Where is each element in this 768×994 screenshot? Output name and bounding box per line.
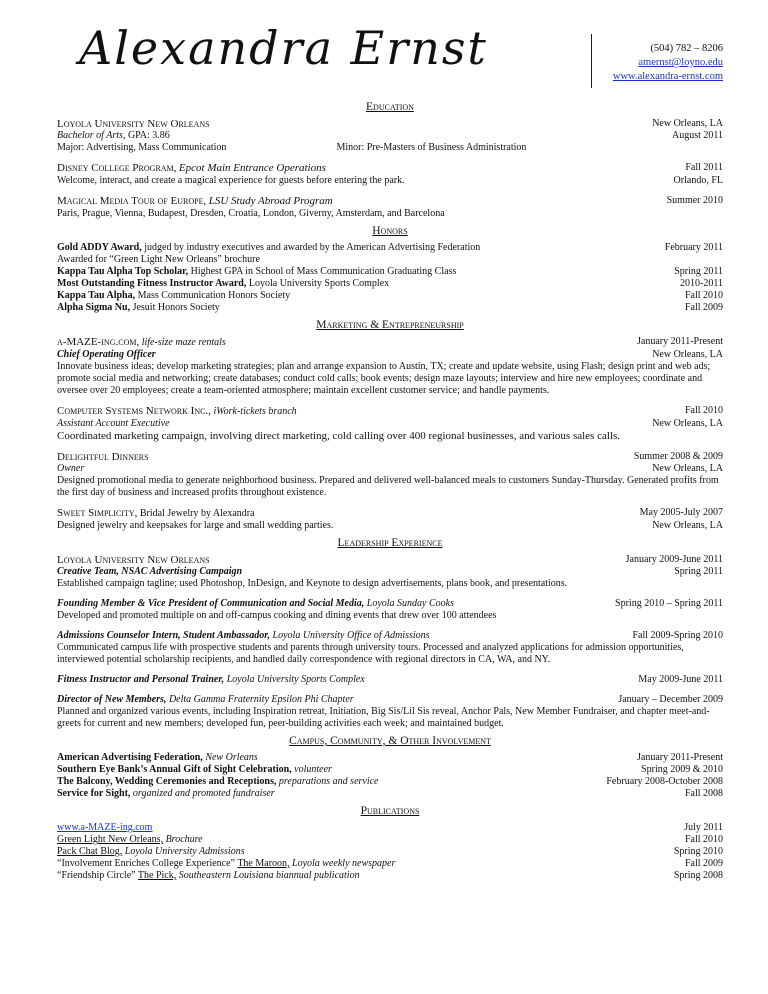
list-item: “Friendship Circle” The Pick, Southeastern Louisiana biannual publication Spring 2008 [57,870,723,881]
list-item: Service for Sight, organized and promoted fundraiser Fall 2008 [57,788,723,799]
list-item: American Advertising Federation, New Orleans January 2011-Present [57,752,723,763]
resume-page [57,0,723,882]
phone-number: (504) 782 – 8206 [650,43,723,54]
applicant-name: Alexandra Ernst [79,21,488,75]
degree: Bachelor of Arts [57,130,123,141]
education-europe [57,195,723,220]
program-date: Fall 2011 [685,162,723,173]
lead-fitness: Fitness Instructor and Personal Trainer, Loyola University Sports Complex May 2009-June 2011 [57,674,723,685]
list-item: “Involvement Enriches College Experience” The Maroon, Loyola weekly newspaper Fall 2009 [57,858,723,869]
list-item: Most Outstanding Fitness Instructor Award, Loyola University Sports Complex 2010-2011 [57,278,723,289]
program-desc: Paris, Prague, Vienna, Budapest, Dresden, Croatia, London, Giverny, Amsterdam, and Barcelona [57,208,445,219]
job-role: Owner [57,463,85,474]
list-item: Awarded for “Green Light New Orleans” brochure [57,254,260,265]
list-item: Pack Chat Blog, Loyola University Admissions Spring 2010 [57,846,723,857]
school-location: New Orleans, LA [652,118,723,129]
school-name: Loyola University New Orleans [57,118,210,130]
list-item: Alpha Sigma Nu, Jesuit Honors Society Fall 2009 [57,302,723,313]
job-dinners: Delightful Dinners Summer 2008 & 2009 Owner New Orleans, LA Designed promotional media to generate neighborhood business. Prepared and delivered well-balanced meals to customers Sunday-Thursday. Generated profits from the first day of business and increased profits throughout existence. [57,451,723,498]
header-divider [591,34,592,88]
campus-heading: Campus, Community, & Other Involvement [289,735,491,747]
job-role: Assistant Account Executive [57,418,170,429]
job-desc: Innovate business ideas; develop marketing strategies; plan and arrange expansion to Austin, TX; create and update website, using Flash; design print and web ads; promote social media and networking; create databases; conduct cold calls; book events; design maze layouts; interview and hire new employees; coordinate and oversee over 20 employees; create a team-oriented atmosphere; maintain excellent customer service; and handle payments. [57,361,711,396]
job-desc: Designed promotional media to generate neighborhood business. Prepared and delivered well-balanced meals to customers Sunday-Thursday. Generated profits from the first day of business and increased profits throughout existence. [57,475,719,498]
list-item: Kappa Tau Alpha Top Scholar, Highest GPA in School of Mass Communication Graduating Class Spring 2011 [57,266,723,277]
marketing-heading: Marketing & Entrepreneurship [316,319,464,331]
job-csn: Computer Systems Network Inc., iWork-tickets branch Fall 2010 Assistant Account Executive New Orleans, LA Coordinated marketing campaign, involving direct marketing, cold calling over 400 regional businesses, and various sales calls. [57,405,723,442]
program-location: Orlando, FL [673,175,723,186]
minor: Minor: Pre-Masters of Business Administration [336,142,527,153]
education-loyola [57,118,723,154]
website-link[interactable]: www.alexandra-ernst.com [612,71,723,82]
program-desc: Welcome, interact, and create a magical experience for guests before entering the park. [57,175,405,186]
email-link[interactable]: amernst@loyno.edu [638,57,723,68]
job-amaze: a-MAZE-ing.com, life-size maze rentals January 2011-Present Chief Operating Officer New Orleans, LA Innovate business ideas; develop marketing strategies; plan and arrange expansion to Austin, TX; create and update website, using Flash; design print and web ads; promote social media and networking; create databases; conduct cold calls; book events; design maze layouts; interview and hire new employees; coordinate and oversee over 20 employees; create a team-oriented atmosphere; maintain excellent customer service; and handle payments. [57,336,723,396]
job-desc: Designed jewelry and keepsakes for large and small wedding parties. [57,520,334,531]
program-sub: Epcot Main Entrance Operations [178,162,326,174]
resume-header [57,0,723,96]
amaze-link[interactable]: www.a-MAZE-ing.com [57,822,153,833]
job-role: Chief Operating Officer [57,349,156,360]
list-item: Gold ADDY Award, judged by industry executives and awarded by the American Advertising Federation February 2011 [57,242,723,253]
education-disney [57,162,723,187]
list-item: The Balcony, Wedding Ceremonies and Receptions, preparations and service February 2008-October 2008 [57,776,723,787]
publications-list [57,822,723,882]
leadership-heading: Leadership Experience [337,537,443,549]
list-item: Green Light New Orleans, Brochure Fall 2010 [57,834,723,845]
honors-list [57,242,723,314]
gpa: , GPA: 3.86 [122,130,170,141]
lead-director: Director of New Members, Delta Gamma Fraternity Epsilon Phi Chapter January – December 2009 Planned and organized various events, including Inspiration retreat, Initiation, Big Sis/Lil Sis reveal, Anchor Pals, New Member Fundraiser, and chapter meet-and-greets for current and new members; developed fun, peer-building activities each week; and maintained budget. [57,694,723,729]
job-desc: Coordinated marketing campaign, involving direct marketing, cold calling over 400 regional businesses, and various sales calls. [57,430,620,442]
education-heading: Education [366,101,414,113]
campus-list [57,752,723,800]
lead-admissions: Admissions Counselor Intern, Student Ambassador, Loyola University Office of Admissions Fall 2009-Spring 2010 Communicated campus life with prospective students and parents through university tours. Processed and analyzed applications for admission opportunities, interviewed potential scholarship recipients, and handled daily correspondence with regional directors in CA, WA, and NY. [57,630,723,665]
program-name: Magical Media Tour of Europe, [57,195,207,207]
list-item: Kappa Tau Alpha, Mass Communication Honors Society Fall 2010 [57,290,723,301]
job-sweet: Sweet Simplicity, Bridal Jewelry by Alexandra May 2005-July 2007 Designed jewelry and keepsakes for large and small wedding parties. New Orleans, LA [57,507,723,531]
program-name: Disney College Program, [57,162,177,174]
honors-heading: Honors [372,225,408,237]
list-item: Southern Eye Bank’s Annual Gift of Sight Celebration, volunteer Spring 2009 & 2010 [57,764,723,775]
major: Major: Advertising, Mass Communication [57,142,227,153]
lead-founding: Founding Member & Vice President of Communication and Social Media, Loyola Sunday Cooks Spring 2010 – Spring 2011 Developed and promoted multiple on and off-campus cooking and dining events that drew over 100 attendees [57,598,723,621]
publications-heading: Publications [360,805,420,817]
program-date: Summer 2010 [666,195,723,206]
lead-loyola: Loyola University New Orleans January 2009-June 2011 Creative Team, NSAC Advertising Campaign Spring 2011 Established campaign tagline; used Photoshop, InDesign, and Keynote to design advertisements, plans book, and presentations. [57,554,723,589]
program-sub: LSU Study Abroad Program [208,195,333,207]
graduation-date: August 2011 [671,130,723,141]
contact-block [613,42,723,84]
list-item: www.a-MAZE-ing.com July 2011 [57,822,723,833]
